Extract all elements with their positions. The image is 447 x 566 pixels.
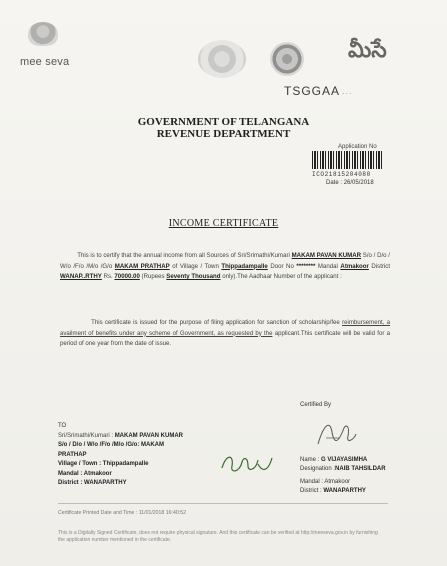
addressee-name: MAKAM PAVAN KUMAR xyxy=(114,433,184,439)
body-text: Mandal xyxy=(317,262,338,270)
officer-mandal: Atmakoor xyxy=(324,479,351,485)
application-no-label: Application No xyxy=(338,144,377,150)
door-no: ******** xyxy=(296,262,316,270)
addressee-village-label: Village / Town : xyxy=(58,461,102,468)
watermark-seal-icon xyxy=(198,40,246,78)
body-text: (Rupees xyxy=(141,273,165,281)
village-name: Thippadampalle xyxy=(221,262,268,270)
certificate-title: INCOME CERTIFICATE xyxy=(168,218,279,229)
divider xyxy=(58,503,388,504)
designation-label: Designation : xyxy=(300,466,336,473)
addressee-mandal-label: Mandal : xyxy=(58,470,83,477)
body-text: S/o / D/o / W/o /F/o /M/o /G/o xyxy=(60,252,390,270)
applicant-name: MAKAM PAVAN KUMAR xyxy=(291,252,362,259)
certificate-body-paragraph xyxy=(60,251,390,283)
addressee-mandal: Atmakoor xyxy=(83,470,112,477)
printed-value: : 11/01/2018 16:40:52 xyxy=(135,510,186,516)
father-name: MAKAM PRATHAP xyxy=(114,262,170,270)
body-text: only).The xyxy=(222,273,248,281)
mee-seva-emblem-icon xyxy=(28,22,58,46)
date-label: Date : xyxy=(326,180,343,186)
mandal-label: Mandal : xyxy=(300,479,324,485)
body-text: Door No xyxy=(270,262,294,270)
brand-name: mee seva xyxy=(20,56,70,68)
printed-date-time xyxy=(58,510,186,516)
addressee-district: WANAPARTHY xyxy=(84,480,127,487)
body-text: This is to certify that the annual income from all Sources of Sri/Srimathi/Kumari xyxy=(77,252,290,259)
purpose-text-2: reimbursement, a availment of benefits under any scheme of Government, as requested by the xyxy=(60,319,391,337)
addressee-village: Thippadampalle xyxy=(102,461,149,468)
name-label: Name : xyxy=(300,457,320,463)
printed-label: Certificate Printed Date and Time xyxy=(58,510,135,516)
addressee-district-label: District : xyxy=(58,480,83,487)
district-label: District : xyxy=(300,488,322,495)
issue-date xyxy=(326,180,374,186)
meeseva-telugu-logo: మీసే xyxy=(348,38,387,63)
district-name: WANAP..RTHY xyxy=(60,273,102,281)
tsg-code: TSGGAA xyxy=(284,84,341,98)
department-name: REVENUE DEPARTMENT xyxy=(156,128,291,140)
purpose-paragraph xyxy=(60,318,390,350)
addressee-to: TO xyxy=(58,423,67,429)
barcode xyxy=(312,151,384,169)
addressee-prefix: Sri/Srimathi/Kumari : xyxy=(58,433,114,439)
date-value: 26/05/2018 xyxy=(343,180,374,186)
officer-name: G VIJAYASIMHA xyxy=(321,457,368,463)
certifier-details xyxy=(300,456,440,475)
purpose-text-1: This certificate is issued for the purpose of filing application for sanction of scholarship/fee xyxy=(91,319,340,326)
body-text: of Village / Town xyxy=(172,262,219,270)
addressee-block xyxy=(58,432,208,488)
applicant-signature-icon xyxy=(218,450,278,478)
state-emblem-icon xyxy=(270,42,304,76)
income-amount: 70000.00 xyxy=(114,273,140,281)
addressee-relation: S/o / D/o / W/o /F/o /M/o /G/o: MAKAM xyxy=(58,442,164,449)
aadhaar-line: Aadhaar Number of the applicant : xyxy=(248,273,342,281)
officer-district: WANAPARTHY xyxy=(323,488,366,495)
income-amount-words: Seventy Thousand xyxy=(166,273,221,281)
body-text: District xyxy=(371,262,391,270)
government-name: GOVERNMENT OF TELANGANA xyxy=(137,116,310,128)
digital-signature-note: This is a Digitally Signed Certificate, does not require physical signature. And this certificate can be verified at http://meeseva.gov.in by furnishing the application number mentioned in the certificate. xyxy=(58,530,378,544)
application-number: ICO21815204080 xyxy=(312,171,371,178)
purpose-text-3: applicant.This certificate will be valid for a period of one year from the date of issue. xyxy=(60,329,390,348)
certifier-location xyxy=(300,478,366,497)
officer-designation: NAIB TAHSILDAR xyxy=(335,466,386,473)
certified-by-label: Certified By xyxy=(300,402,332,408)
addressee-father: PRATHAP xyxy=(58,451,87,458)
officer-signature-icon xyxy=(310,414,360,452)
tsg-code-faded: ... xyxy=(342,86,353,96)
mandal-name: Atmakoor xyxy=(340,262,369,270)
body-text: Rs. xyxy=(103,273,113,281)
